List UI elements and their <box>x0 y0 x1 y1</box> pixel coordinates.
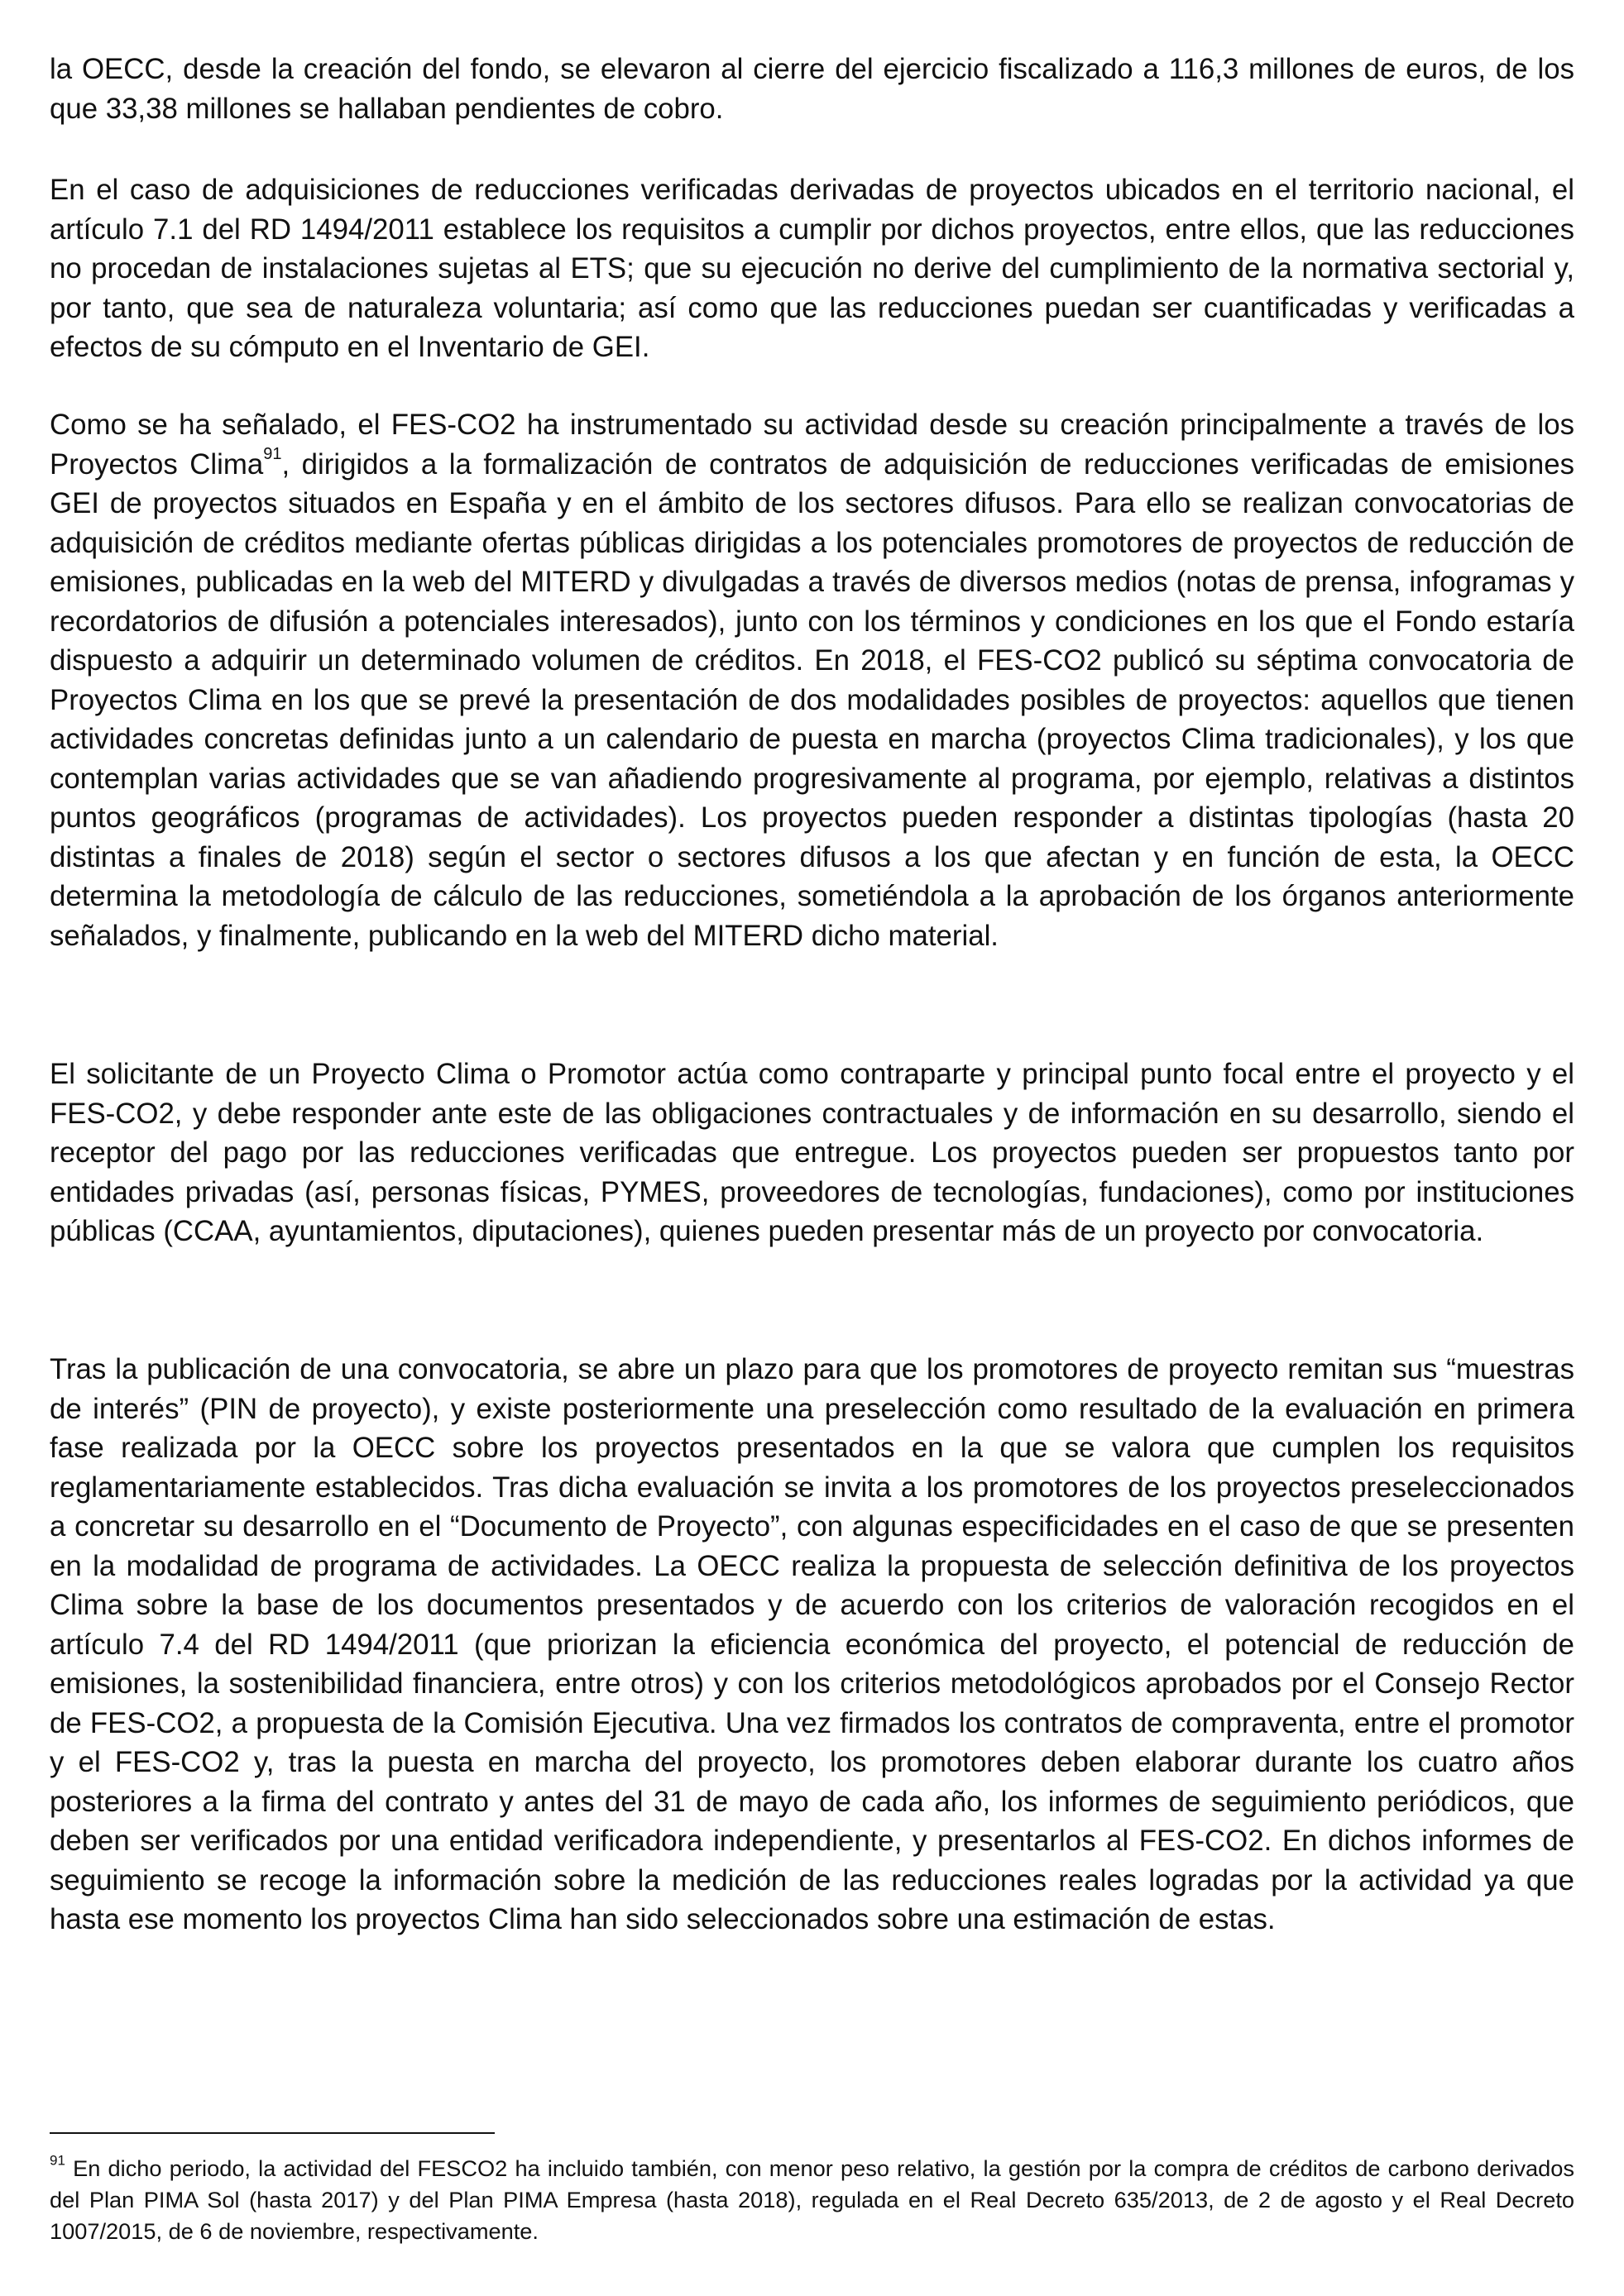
footnote <box>50 2153 1574 2247</box>
footnote-reference[interactable]: 91 <box>263 444 282 463</box>
footnote-text: En dicho periodo, la actividad del FESCO2 ha incluido también, con menor peso relativo, la gestión por la compra de créditos de carbono derivados del Plan PIMA Sol (hasta 2017) y del Plan PIMA Empresa (hasta 2018), regulada en el Real Decreto 635/2013, de 2 de agosto y el Real Decreto 1007/2015, de 6 de noviembre, respectivamente. <box>50 2155 1574 2244</box>
footnote-divider <box>50 2132 495 2134</box>
paragraph-5: Tras la publicación de una convocatoria, se abre un plazo para que los promotores de proyecto remitan sus “muestras de interés” (PIN de proyecto), y existe posteriormente una preselección como resultado de la evaluación en primera fase realizada por la OECC sobre los proyectos presentados en la que se valora que cumplen los requisitos reglamentariamente establecidos. Tras dicha evaluación se invita a los promotores de los proyectos preseleccionados a concretar su desarrollo en el “Documento de Proyecto”, con algunas especificidades en el caso de que se presenten en la modalidad de programa de actividades. La OECC realiza la propuesta de selección definitiva de los proyectos Clima sobre la base de los documentos presentados y de acuerdo con los criterios de valoración recogidos en el artículo 7.4 del RD 1494/2011 (que priorizan la eficiencia económica del proyecto, el potencial de reducción de emisiones, la sostenibilidad financiera, entre otros) y con los criterios metodológicos aprobados por el Consejo Rector de FES-CO2, a propuesta de la Comisión Ejecutiva. Una vez firmados los contratos de compraventa, entre el promotor y el FES-CO2 y, tras la puesta en marcha del proyecto, los promotores deben elaborar durante los cuatro años posteriores a la firma del contrato y antes del 31 de mayo de cada año, los informes de seguimiento periódicos, que deben ser verificados por una entidad verificadora independiente, y presentarlos al FES-CO2. En dichos informes de seguimiento se recoge la información sobre la medición de las reducciones reales logradas por la actividad ya que hasta ese momento los proyectos Clima han sido seleccionados sobre una estimación de estas. <box>50 1353 1574 1935</box>
paragraph-3-start: Como se ha señalado, el FES-CO2 ha instrumentado su actividad desde su creación principalmente a través de los Proyectos Clima <box>50 409 1574 481</box>
paragraph-2: En el caso de adquisiciones de reducciones verificadas derivadas de proyectos ubicados en el territorio nacional, el artículo 7.1 del RD 1494/2011 establece los requisitos a cumplir por dichos proyectos, entre ellos, que las reducciones no procedan de instalaciones sujetas al ETS; que su ejecución no derive del cumplimiento de la normativa sectorial y, por tanto, que sea de naturaleza voluntaria; así como que las reducciones puedan ser cuantificadas y verificadas a efectos de su cómputo en el Inventario de GEI. <box>50 174 1574 363</box>
footnote-number: 91 <box>50 2152 65 2169</box>
paragraph-1: la OECC, desde la creación del fondo, se elevaron al cierre del ejercicio fiscalizado a 116,3 millones de euros, de los que 33,38 millones se hallaban pendientes de cobro. <box>50 53 1574 125</box>
paragraph-4: El solicitante de un Proyecto Clima o Promotor actúa como contraparte y principal punto focal entre el proyecto y el FES-CO2, y debe responder ante este de las obligaciones contractuales y de información en su desarrollo, siendo el receptor del pago por las reducciones verificadas que entregue. Los proyectos pueden ser propuestos tanto por entidades privadas (así, personas físicas, PYMES, proveedores de tecnologías, fundaciones), como por instituciones públicas (CCAA, ayuntamientos, diputaciones), quienes pueden presentar más de un proyecto por convocatoria. <box>50 1058 1574 1247</box>
paragraph-3 <box>50 405 1574 955</box>
paragraph-3-end: , dirigidos a la formalización de contratos de adquisición de reducciones verificadas de emisiones GEI de proyectos situados en España y en el ámbito de los sectores difusos. Para ello se realizan convocatorias de adquisición de créditos mediante ofertas públicas dirigidas a los potenciales promotores de proyectos de reducción de emisiones, publicadas en la web del MITERD y divulgadas a través de diversos medios (notas de prensa, infogramas y recordatorios de difusión a potenciales interesados), junto con los términos y condiciones en los que el Fondo estaría dispuesto a adquirir un determinado volumen de créditos. En 2018, el FES-CO2 publicó su séptima convocatoria de Proyectos Clima en los que se prevé la presentación de dos modalidades posibles de proyectos: aquellos que tienen actividades concretas definidas junto a un calendario de puesta en marcha (proyectos Clima tradicionales), y los que contemplan varias actividades que se van añadiendo progresivamente al programa, por ejemplo, relativas a distintos puntos geográficos (programas de actividades). Los proyectos pueden responder a distintas tipologías (hasta 20 distintas a finales de 2018) según el sector o sectores difusos a los que afectan y en función de esta, la OECC determina la metodología de cálculo de las reducciones, sometiéndola a la aprobación de los órganos anteriormente señalados, y finalmente, publicando en la web del MITERD dicho material. <box>50 447 1574 952</box>
